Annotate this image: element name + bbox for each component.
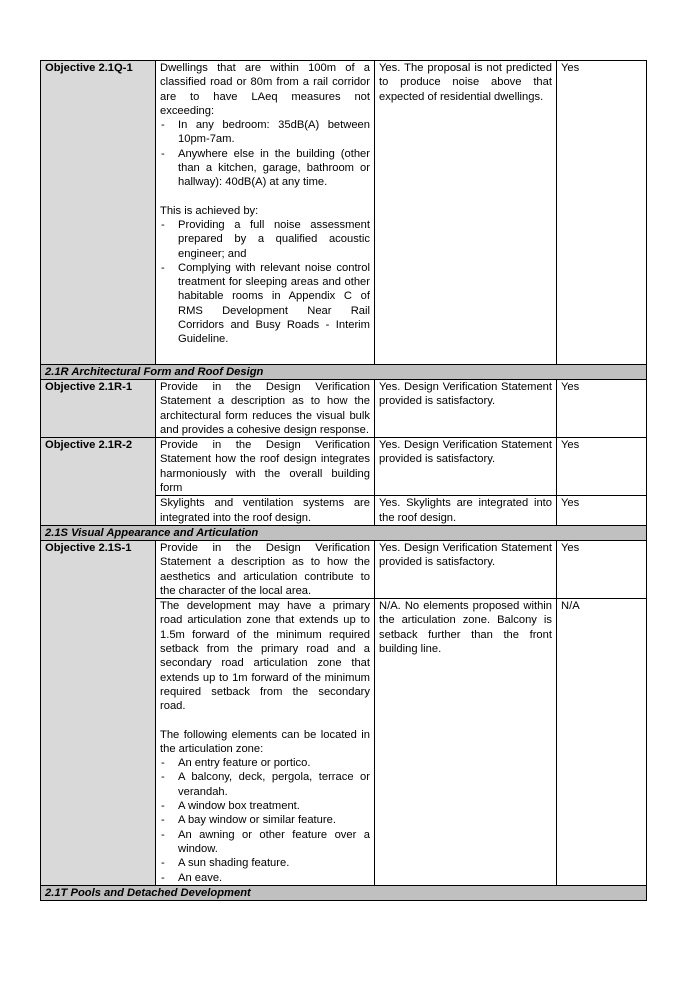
response-cell: Yes. Design Verification Statement provided is satisfactory. [375,438,557,496]
compliance-table [40,60,647,901]
section-title: 2.1R Architectural Form and Roof Design [41,365,647,380]
response-cell: Yes. Skylights are integrated into the roof design. [375,496,557,526]
list-item: - A sun shading feature. [160,856,370,870]
complies-cell: Yes [557,438,647,496]
objective-label: Objective 2.1R-2 [41,438,156,526]
response-cell: N/A. No elements proposed within the articulation zone. Balcony is setback further than the front building line. [375,599,557,886]
requirement-cell: Provide in the Design Verification Statement a description as to how the aesthetics and articulation contribute to the character of the local area. [156,540,375,598]
requirement-cell: Provide in the Design Verification Statement how the roof design integrates harmoniously with the overall building form [156,438,375,496]
objective-label: Objective 2.1Q-1 [41,61,156,365]
achieved-list [160,218,370,347]
list-item: - A bay window or similar feature. [160,813,370,827]
section-title: 2.1T Pools and Detached Development [41,885,647,900]
list-item: - In any bedroom: 35dB(A) between 10pm-7am. [160,118,370,147]
response-cell: Yes. The proposal is not predicted to produce noise above that expected of residential dwellings. [375,61,557,365]
complies-cell: Yes [557,540,647,598]
requirement-cell: Skylights and ventilation systems are integrated into the roof design. [156,496,375,526]
table-row-2-1s-1 [41,540,647,598]
complies-cell: N/A [557,599,647,886]
articulation-zone-text: The development may have a primary road articulation zone that extends up to 1.5m forward of the minimum required setback from the primary road and a secondary road articulation zone that extends up to 1m forward of the minimum required setback from the secondary road. [160,600,370,713]
objective-label: Objective 2.1R-1 [41,380,156,438]
complies-cell: Yes [557,61,647,365]
table-row-2-1r-1 [41,380,647,438]
list-item: - An eave. [160,871,370,885]
list-item: - Providing a full noise assessment prepared by a qualified acoustic engineer; and [160,218,370,261]
section-header-2-1t [41,885,647,900]
list-item: - An entry feature or portico. [160,756,370,770]
response-cell: Yes. Design Verification Statement provided is satisfactory. [375,380,557,438]
list-item: - Anywhere else in the building (other than a kitchen, garage, bathroom or hallway): 40dB(A) at any time. [160,147,370,190]
section-header-2-1r [41,365,647,380]
requirement-cell: Provide in the Design Verification Statement a description as to how the architectural form reduces the visual bulk and provides a cohesive design response. [156,380,375,438]
articulation-elements-list [160,756,370,885]
requirement-cell [156,61,375,365]
noise-limits-list [160,118,370,189]
list-item: - Complying with relevant noise control treatment for sleeping areas and other habitable rooms in Appendix C of RMS Development Near Rail Corridors and Busy Roads - Interim Guideline. [160,261,370,347]
elements-intro: The following elements can be located in the articulation zone: [160,728,370,755]
complies-cell: Yes [557,380,647,438]
achieved-intro: This is achieved by: [160,204,259,217]
section-header-2-1s [41,525,647,540]
requirement-cell [156,599,375,886]
table-row-2-1q-1 [41,61,647,365]
list-item: - A window box treatment. [160,799,370,813]
objective-label: Objective 2.1S-1 [41,540,156,885]
list-item: - An awning or other feature over a window. [160,828,370,857]
table-row-2-1r-2 [41,438,647,496]
section-title: 2.1S Visual Appearance and Articulation [41,525,647,540]
response-cell: Yes. Design Verification Statement provided is satisfactory. [375,540,557,598]
complies-cell: Yes [557,496,647,526]
requirement-intro: Dwellings that are within 100m of a classified road or 80m from a rail corridor are to have LAeq measures not exceeding: [160,62,370,117]
list-item: - A balcony, deck, pergola, terrace or verandah. [160,770,370,799]
